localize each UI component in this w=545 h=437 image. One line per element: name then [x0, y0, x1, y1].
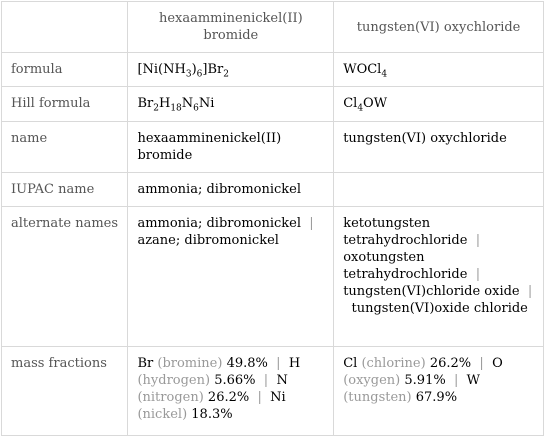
comparison-table — [1, 1, 544, 436]
row-label: alternate names — [2, 207, 128, 347]
row-label: IUPAC name — [2, 173, 128, 207]
iupac-value-1: ammonia; dibromonickel — [128, 173, 334, 207]
alt-name: ammonia; dibromonickel — [137, 216, 302, 231]
alt-names-1 — [128, 207, 334, 347]
mass-fractions-1: Br (bromine) 49.8% | H (hydrogen) 5.66% | N (nitrogen) 26.2% | Ni (nickel) 18.3% — [128, 347, 334, 436]
row-label: formula — [2, 53, 128, 87]
row-hill-formula — [2, 87, 544, 122]
mass-fractions-2: Cl (chlorine) 26.2% | O (oxygen) 5.91% | W (tungsten) 67.9% — [334, 347, 544, 436]
row-mass-fractions — [2, 347, 544, 436]
alt-names-2 — [334, 207, 544, 347]
row-iupac-name — [2, 173, 544, 207]
alt-name: tungsten(VI)oxide chloride — [351, 301, 528, 316]
separator: | — [475, 267, 481, 282]
alt-name: ketotungsten tetrahydrochloride — [343, 216, 468, 248]
formula-value-2: WOCl$_4$ — [334, 53, 544, 87]
row-label: name — [2, 122, 128, 173]
header-compound-2: tungsten(VI) oxychloride — [334, 2, 544, 53]
row-alternate-names — [2, 207, 544, 347]
name-value-1: hexaamminenickel(II) bromide — [128, 122, 334, 173]
row-label: mass fractions — [2, 347, 128, 436]
alt-name: tungsten(VI)chloride oxide — [343, 284, 520, 299]
separator: | — [527, 284, 533, 299]
alt-name: azane; dibromonickel — [137, 233, 279, 248]
hill-value-1: $Br_2H_{18}N_6Ni$ — [128, 87, 334, 122]
separator: | — [309, 216, 314, 231]
header-compound-1: hexaamminenickel(II) bromide — [128, 2, 334, 53]
corner-cell — [2, 2, 128, 53]
header-row — [2, 2, 544, 53]
alt-name: oxotungsten tetrahydrochloride — [343, 250, 468, 282]
row-formula — [2, 53, 544, 87]
iupac-value-2 — [334, 173, 544, 207]
hill-value-2: $Cl_4OW$ — [334, 87, 544, 122]
formula-value-1: $[Ni(NH_3)_6]Br_2$ — [128, 53, 334, 87]
row-name — [2, 122, 544, 173]
row-label: Hill formula — [2, 87, 128, 122]
name-value-2: tungsten(VI) oxychloride — [334, 122, 544, 173]
separator: | — [475, 233, 481, 248]
